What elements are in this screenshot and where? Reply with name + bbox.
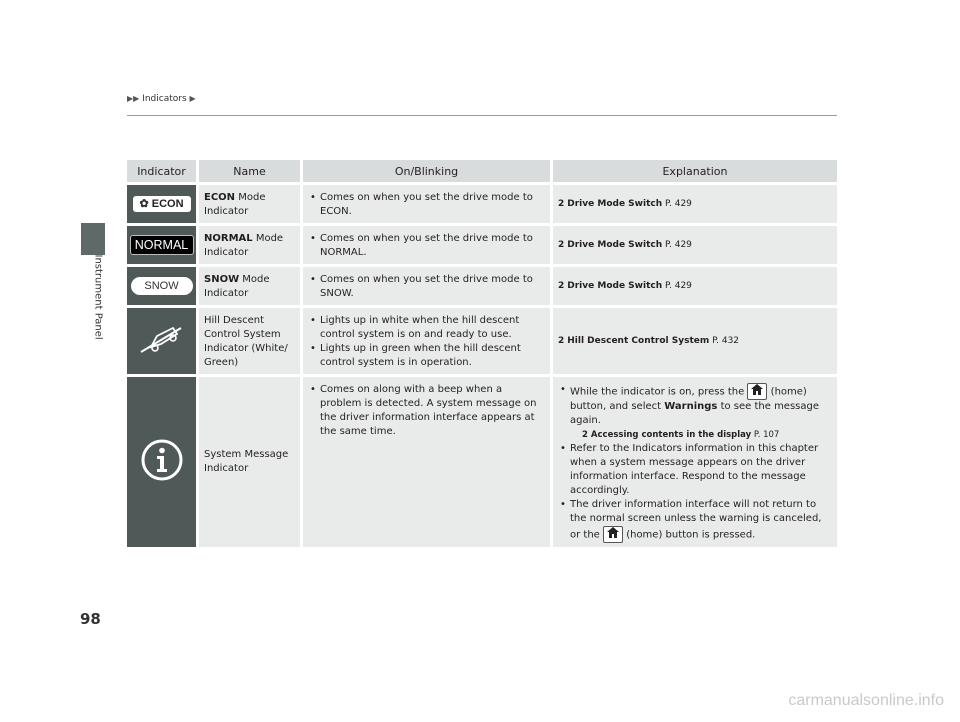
name-rest: Mode Indicator: [204, 274, 270, 299]
chapter-tab-marker: [81, 223, 105, 255]
normal-mode-icon: NORMAL: [130, 235, 194, 255]
home-icon: [747, 383, 767, 400]
table-header-row: [127, 160, 837, 182]
name-cell: [199, 267, 303, 305]
page-reference-link[interactable]: [558, 281, 692, 291]
header-on-blinking: On/Blinking: [303, 160, 553, 182]
chapter-side-label-text: Instrument Panel: [92, 254, 104, 340]
explanation-item: [570, 498, 832, 543]
name-cell: [199, 185, 303, 223]
indicator-cell: [127, 226, 199, 264]
reference-title: Accessing contents in the display: [590, 430, 752, 440]
reference-arrow-icon: 2: [558, 199, 565, 209]
name-bold: SNOW: [204, 274, 240, 285]
indicator-cell: [127, 267, 199, 305]
explanation-item: • Refer to the Indicators information in this chapter when a system message appears on the driver information interface. Respond to the message accordingly.: [570, 442, 832, 498]
explanation-cell: [553, 308, 837, 374]
page-reference-link[interactable]: [558, 199, 692, 209]
indicator-cell: [127, 377, 199, 547]
warnings-label: Warnings: [664, 401, 718, 412]
name-rest: Mode Indicator: [204, 233, 284, 258]
breadcrumb-arrow-icon: ▶▶: [127, 94, 140, 103]
indicator-cell: [127, 308, 199, 374]
reference-page: P. 429: [664, 199, 692, 209]
snow-mode-icon: SNOW: [131, 277, 193, 295]
breadcrumb-label: Indicators: [142, 94, 187, 104]
table-row: [127, 377, 837, 547]
header-name: Name: [199, 160, 303, 182]
page-reference-link[interactable]: [582, 428, 832, 442]
chapter-side-label: [91, 256, 105, 346]
hill-descent-icon: [137, 322, 187, 356]
name-bold: NORMAL: [204, 233, 253, 244]
page-number: 98: [80, 610, 101, 628]
table-row: [127, 185, 837, 223]
reference-page: P. 107: [753, 430, 780, 440]
explanation-text: The driver information interface will not return to the normal screen unless the warning is canceled, or the: [570, 499, 822, 541]
indicators-table: [127, 157, 837, 550]
breadcrumb-arrow-icon: ▶: [189, 94, 196, 103]
explanation-item: [570, 383, 832, 442]
on-blinking-item: • Lights up in white when the hill descent control system is on and ready to use.: [320, 314, 545, 342]
table-row: [127, 226, 837, 264]
info-icon: [140, 438, 184, 482]
on-blinking-item: • Lights up in green when the hill descent control system is in operation.: [320, 342, 545, 370]
explanation-cell: [553, 226, 837, 264]
on-blinking-item: • Comes on when you set the drive mode to SNOW.: [320, 273, 545, 301]
explanation-cell: [553, 377, 837, 547]
explanation-cell: [553, 267, 837, 305]
on-blinking-cell: [303, 377, 553, 547]
name-cell: System Message Indicator: [199, 377, 303, 547]
name-cell: [199, 226, 303, 264]
page-reference-link[interactable]: [558, 336, 739, 346]
reference-arrow-icon: 2: [558, 336, 565, 346]
explanation-text: While the indicator is on, press the: [570, 386, 745, 398]
breadcrumb: [127, 94, 196, 104]
on-blinking-cell: [303, 185, 553, 223]
table-row: [127, 267, 837, 305]
reference-title: Drive Mode Switch: [567, 240, 663, 250]
reference-title: Drive Mode Switch: [567, 199, 663, 209]
reference-title: Drive Mode Switch: [567, 281, 663, 291]
watermark: carmanualsonline.info: [788, 692, 944, 709]
page-reference-link[interactable]: [558, 240, 692, 250]
reference-title: Hill Descent Control System: [567, 336, 710, 346]
on-blinking-item: • Comes on along with a beep when a problem is detected. A system message on the driver information interface appears at the same time.: [320, 383, 545, 439]
reference-arrow-icon: 2: [558, 240, 565, 250]
indicator-cell: [127, 185, 199, 223]
name-rest: Mode Indicator: [204, 192, 266, 217]
header-rule: [127, 115, 837, 116]
reference-page: P. 432: [712, 336, 740, 346]
econ-mode-icon: ✿ ECON: [133, 196, 191, 212]
econ-icon-label: ECON: [151, 198, 184, 210]
header-explanation: Explanation: [553, 160, 837, 182]
name-cell: Hill Descent Control System Indicator (White/ Green): [199, 308, 303, 374]
reference-page: P. 429: [664, 281, 692, 291]
on-blinking-item: • Comes on when you set the drive mode to NORMAL.: [320, 232, 545, 260]
header-indicator: Indicator: [127, 160, 199, 182]
reference-arrow-icon: 2: [582, 430, 588, 440]
home-icon: [603, 526, 623, 543]
on-blinking-item: • Comes on when you set the drive mode to ECON.: [320, 191, 545, 219]
explanation-text: (home) button, and select: [570, 386, 807, 412]
on-blinking-cell: [303, 226, 553, 264]
on-blinking-cell: [303, 267, 553, 305]
name-bold: ECON: [204, 192, 236, 203]
explanation-text: (home) button is pressed.: [626, 529, 756, 541]
explanation-cell: [553, 185, 837, 223]
explanation-text: to see the message again.: [570, 401, 820, 426]
reference-arrow-icon: 2: [558, 281, 565, 291]
table-row: [127, 308, 837, 374]
reference-page: P. 429: [664, 240, 692, 250]
on-blinking-cell: [303, 308, 553, 374]
